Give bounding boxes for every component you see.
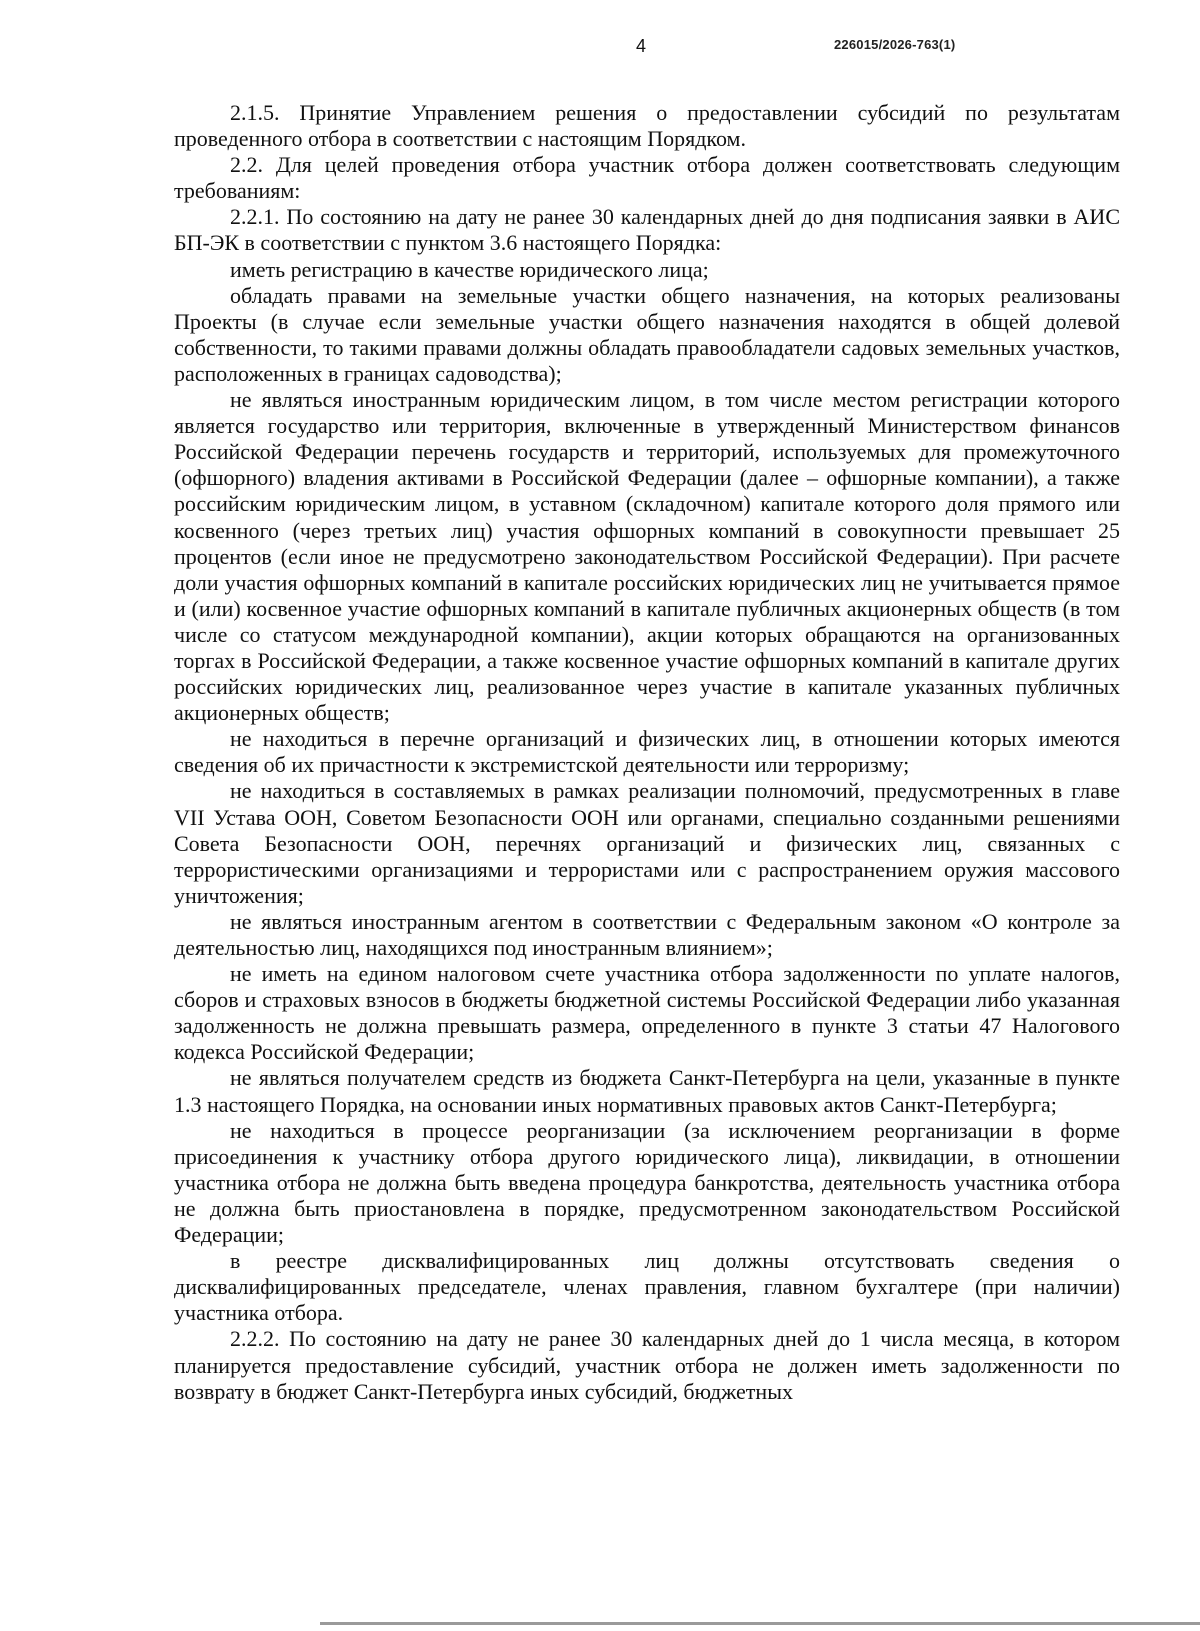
requirement-not-un-list: не находиться в составляемых в рамках реализации полномочий, предусмотренных в главе VII Устава ООН, Советом Безопасности ООН или органами, специально созданными решениями Совета Безопасности ООН, перечнях организаций и физических лиц, связанных с террористическими организациями и террористами или с распространением оружия массового уничтожения; (174, 778, 1120, 908)
requirement-not-reorganization: не находиться в процессе реорганизации (за исключением реорганизации в форме присоединения к участнику отбора другого юридического лица), ликвидации, в отношении участника отбора не должна быть введена процедура банкротства, деятельность участника отбора не должна быть приостановлена в порядке, предусмотренном законодательством Российской Федерации; (174, 1117, 1120, 1248)
requirement-disqualified-registry: в реестре дисквалифицированных лиц должны отсутствовать сведения о дисквалифицированных председателе, членах правления, главном бухгалтере (при наличии) участника отбора. (174, 1248, 1120, 1326)
paragraph-2-2-1: 2.2.1. По состоянию на дату не ранее 30 календарных дней до дня подписания заявки в АИС БП-ЭК в соответствии с пунктом 3.6 настоящего Порядка: (174, 204, 1120, 256)
requirement-registration: иметь регистрацию в качестве юридического лица; (230, 256, 709, 282)
requirement-no-tax-debt: не иметь на едином налоговом счете участника отбора задолженности по уплате налогов, сборов и страховых взносов в бюджеты бюджетной системы Российской Федерации либо указанная задолженность не должна превышать размера, определенного в пункте 3 статьи 47 Налогового кодекса Российской Федерации; (174, 961, 1120, 1065)
scan-bottom-edge (320, 1622, 1200, 1625)
paragraph-2-2-2: 2.2.2. По состоянию на дату не ранее 30 календарных дней до 1 числа месяца, в котором планируется предоставление субсидий, участник отбора не должен иметь задолженности по возврату в бюджет Санкт-Петербурга иных субсидий, бюджетных (174, 1326, 1120, 1404)
document-body (174, 100, 1120, 1405)
document-id: 226015/2026-763(1) (834, 37, 956, 52)
requirement-land-rights: обладать правами на земельные участки общего назначения, на которых реализованы Проекты (в случае если земельные участки общего назначения находятся в общей долевой собственности, то такими правами должны обладать правообладатели садовых земельных участков, расположенных в границах садоводства); (174, 282, 1120, 386)
requirement-not-foreign-entity: не являться иностранным юридическим лицом, в том числе местом регистрации которого является государство или территория, включенные в утвержденный Министерством финансов Российской Федерации перечень государств и территорий, используемых для промежуточного (офшорного) владения активами в Российской Федерации (далее – офшорные компании), а также российским юридическим лицом, в уставном (складочном) капитале которого доля прямого или косвенного (через третьих лиц) участия офшорных компаний в совокупности превышает 25 процентов (если иное не предусмотрено законодательством Российской Федерации). При расчете доли участия офшорных компаний в капитале российских юридических лиц не учитывается прямое и (или) косвенное участие офшорных компаний в капитале публичных акционерных обществ (в том числе со статусом международной компании), акции которых обращаются на организованных торгах в Российской Федерации, а также косвенное участие офшорных компаний в капитале других российских юридических лиц, реализованное через участие в капитале указанных публичных акционерных обществ; (174, 387, 1120, 726)
requirement-not-foreign-agent: не являться иностранным агентом в соответствии с Федеральным законом «О контроле за деятельностью лиц, находящихся под иностранным влиянием»; (174, 908, 1120, 960)
paragraph-2-2: 2.2. Для целей проведения отбора участник отбора должен соответствовать следующим требованиям: (174, 152, 1120, 204)
requirement-not-extremist-list: не находиться в перечне организаций и физических лиц, в отношении которых имеются сведения об их причастности к экстремистской деятельности или терроризму; (174, 726, 1120, 778)
paragraph-2-1-5: 2.1.5. Принятие Управлением решения о предоставлении субсидий по результатам проведенного отбора в соответствии с настоящим Порядком. (174, 100, 1120, 152)
requirement-not-budget-recipient: не являться получателем средств из бюджета Санкт-Петербурга на цели, указанные в пункте 1.3 настоящего Порядка, на основании иных нормативных правовых актов Санкт-Петербурга; (174, 1065, 1120, 1117)
page-number: 4 (636, 36, 647, 56)
